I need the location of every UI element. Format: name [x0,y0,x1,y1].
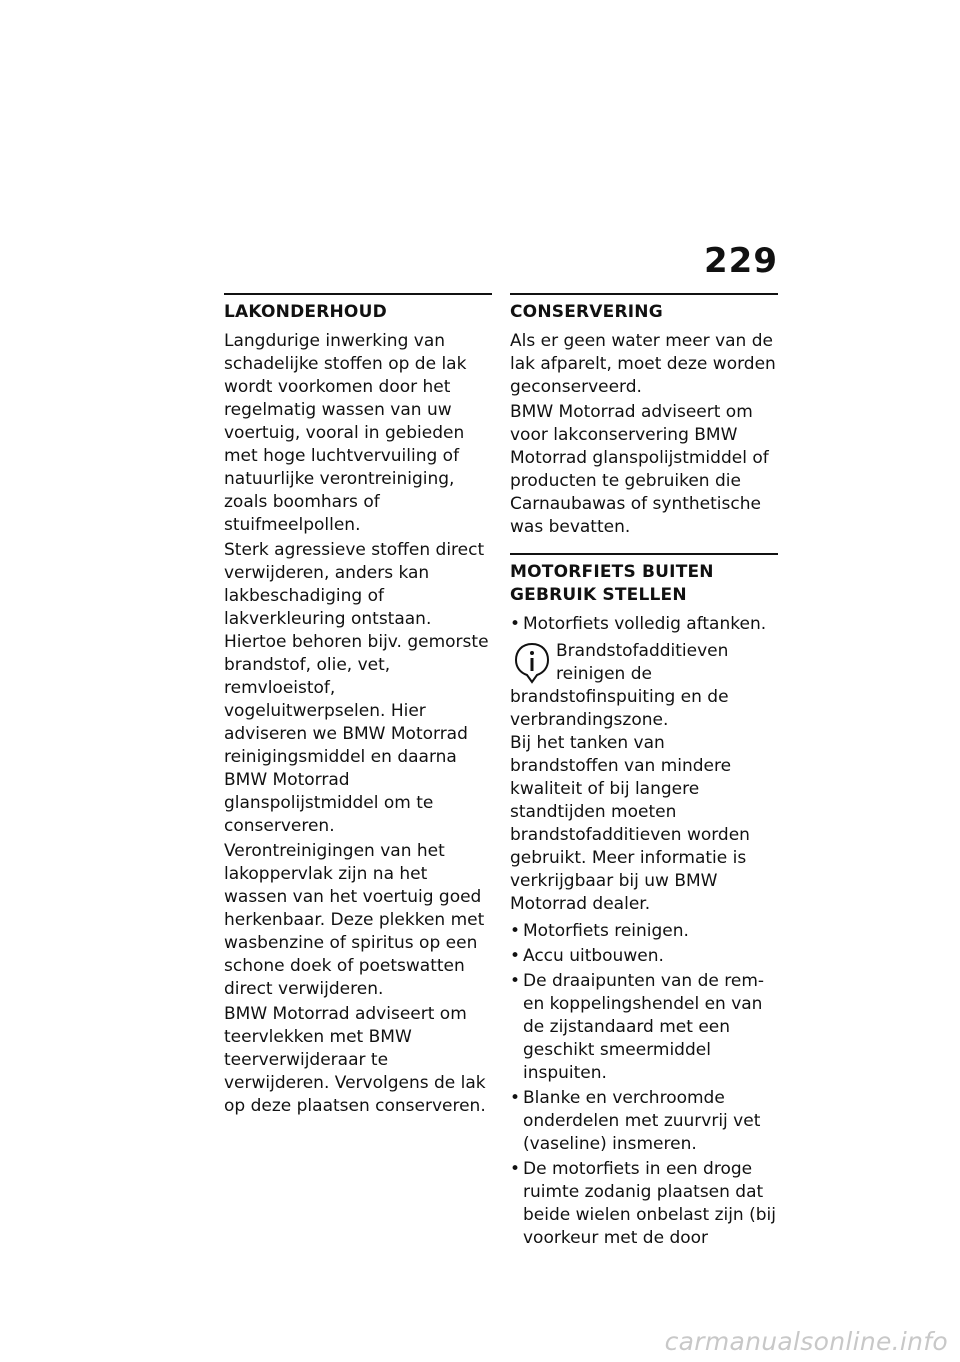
paragraph: Als er geen water meer van de lak afparelt, moet deze worden geconserveerd. [510,331,776,397]
section-lakonderhoud [224,293,492,1118]
bullet-dot: • [510,921,521,941]
info-note [510,640,778,916]
list-item-text: De draaipunten van de rem- en koppelingshendel en van de zijstandaard met een geschikt smeermiddel inspuiten. [523,971,765,1083]
paragraph: Sterk agressieve stoffen direct verwijderen, anders kan lakbeschadiging of lakverkleuring ontstaan. Hiertoe behoren bijv. gemorste brandstof, olie, vet, remvloeistof, vogeluitwerpselen. Hier adviseren we BMW Motorrad reinigingsmiddel en daarna BMW Motorrad glanspolijstmiddel om te conserveren. [224,540,489,836]
bullet-dot: • [510,614,521,634]
bullet-dot: • [510,1159,521,1179]
list-item-text: Blanke en verchroomde onderdelen met zuurvrij vet (vaseline) insmeren. [523,1088,761,1154]
list-item [510,1087,778,1156]
page-number: 229 [704,241,778,281]
section-heading: LAKONDERHOUD [224,302,387,322]
list-item [510,613,778,636]
list-item-text: Motorfiets reinigen. [523,921,689,941]
paragraph: BMW Motorrad adviseert om teervlekken met BMW teerverwijderaar te verwijderen. Vervolgens de lak op deze plaatsen conserveren. [224,1004,486,1116]
bullet-dot: • [510,946,521,966]
paragraph: BMW Motorrad adviseert om voor lakconservering BMW Motorrad glanspolijstmiddel of producten te gebruiken die Carnaubawas of synthetische was bevatten. [510,402,769,537]
section-heading: MOTORFIETS BUITEN GEBRUIK STELLEN [510,562,714,605]
section-buiten-gebruik [510,553,778,1250]
list-item [510,945,778,968]
watermark: carmanualsonline.info [664,1327,948,1356]
list-item [510,970,778,1085]
section-heading: CONSERVERING [510,302,663,322]
info-extra-text: Bij het tanken van brandstoffen van mindere kwaliteit of bij langere standtijden moeten brandstofadditieven worden gebruikt. Meer informatie is verkrijgbaar bij uw BMW Motorrad dealer. [510,733,750,914]
bullet-dot: • [510,971,521,991]
info-icon [514,642,550,684]
info-text: Brandstofadditieven reinigen de brandstofinspuiting en de verbrandingszone. [510,641,729,730]
list-item-text: Accu uitbouwen. [523,946,664,966]
right-column [510,293,778,1252]
list-item-text: Motorfiets volledig aftanken. [523,614,767,634]
section-conservering [510,293,778,539]
left-column [224,293,492,1120]
bullet-list [510,920,778,1250]
paragraph: Verontreinigingen van het lakoppervlak zijn na het wassen van het voertuig goed herkenbaar. Deze plekken met wasbenzine of spiritus op een schone doek of poetswatten direct verwijderen. [224,841,485,999]
bullet-list [510,613,778,636]
list-item-text: De motorfiets in een droge ruimte zodanig plaatsen dat beide wielen onbelast zijn (bij voorkeur met de door [523,1159,776,1248]
list-item [510,1158,778,1250]
paragraph: Langdurige inwerking van schadelijke stoffen op de lak wordt voorkomen door het regelmatig wassen van uw voertuig, vooral in gebieden met hoge luchtvervuiling of natuurlijke verontreiniging, zoals boomhars of stuifmeelpollen. [224,331,467,535]
bullet-dot: • [510,1088,521,1108]
list-item [510,920,778,943]
